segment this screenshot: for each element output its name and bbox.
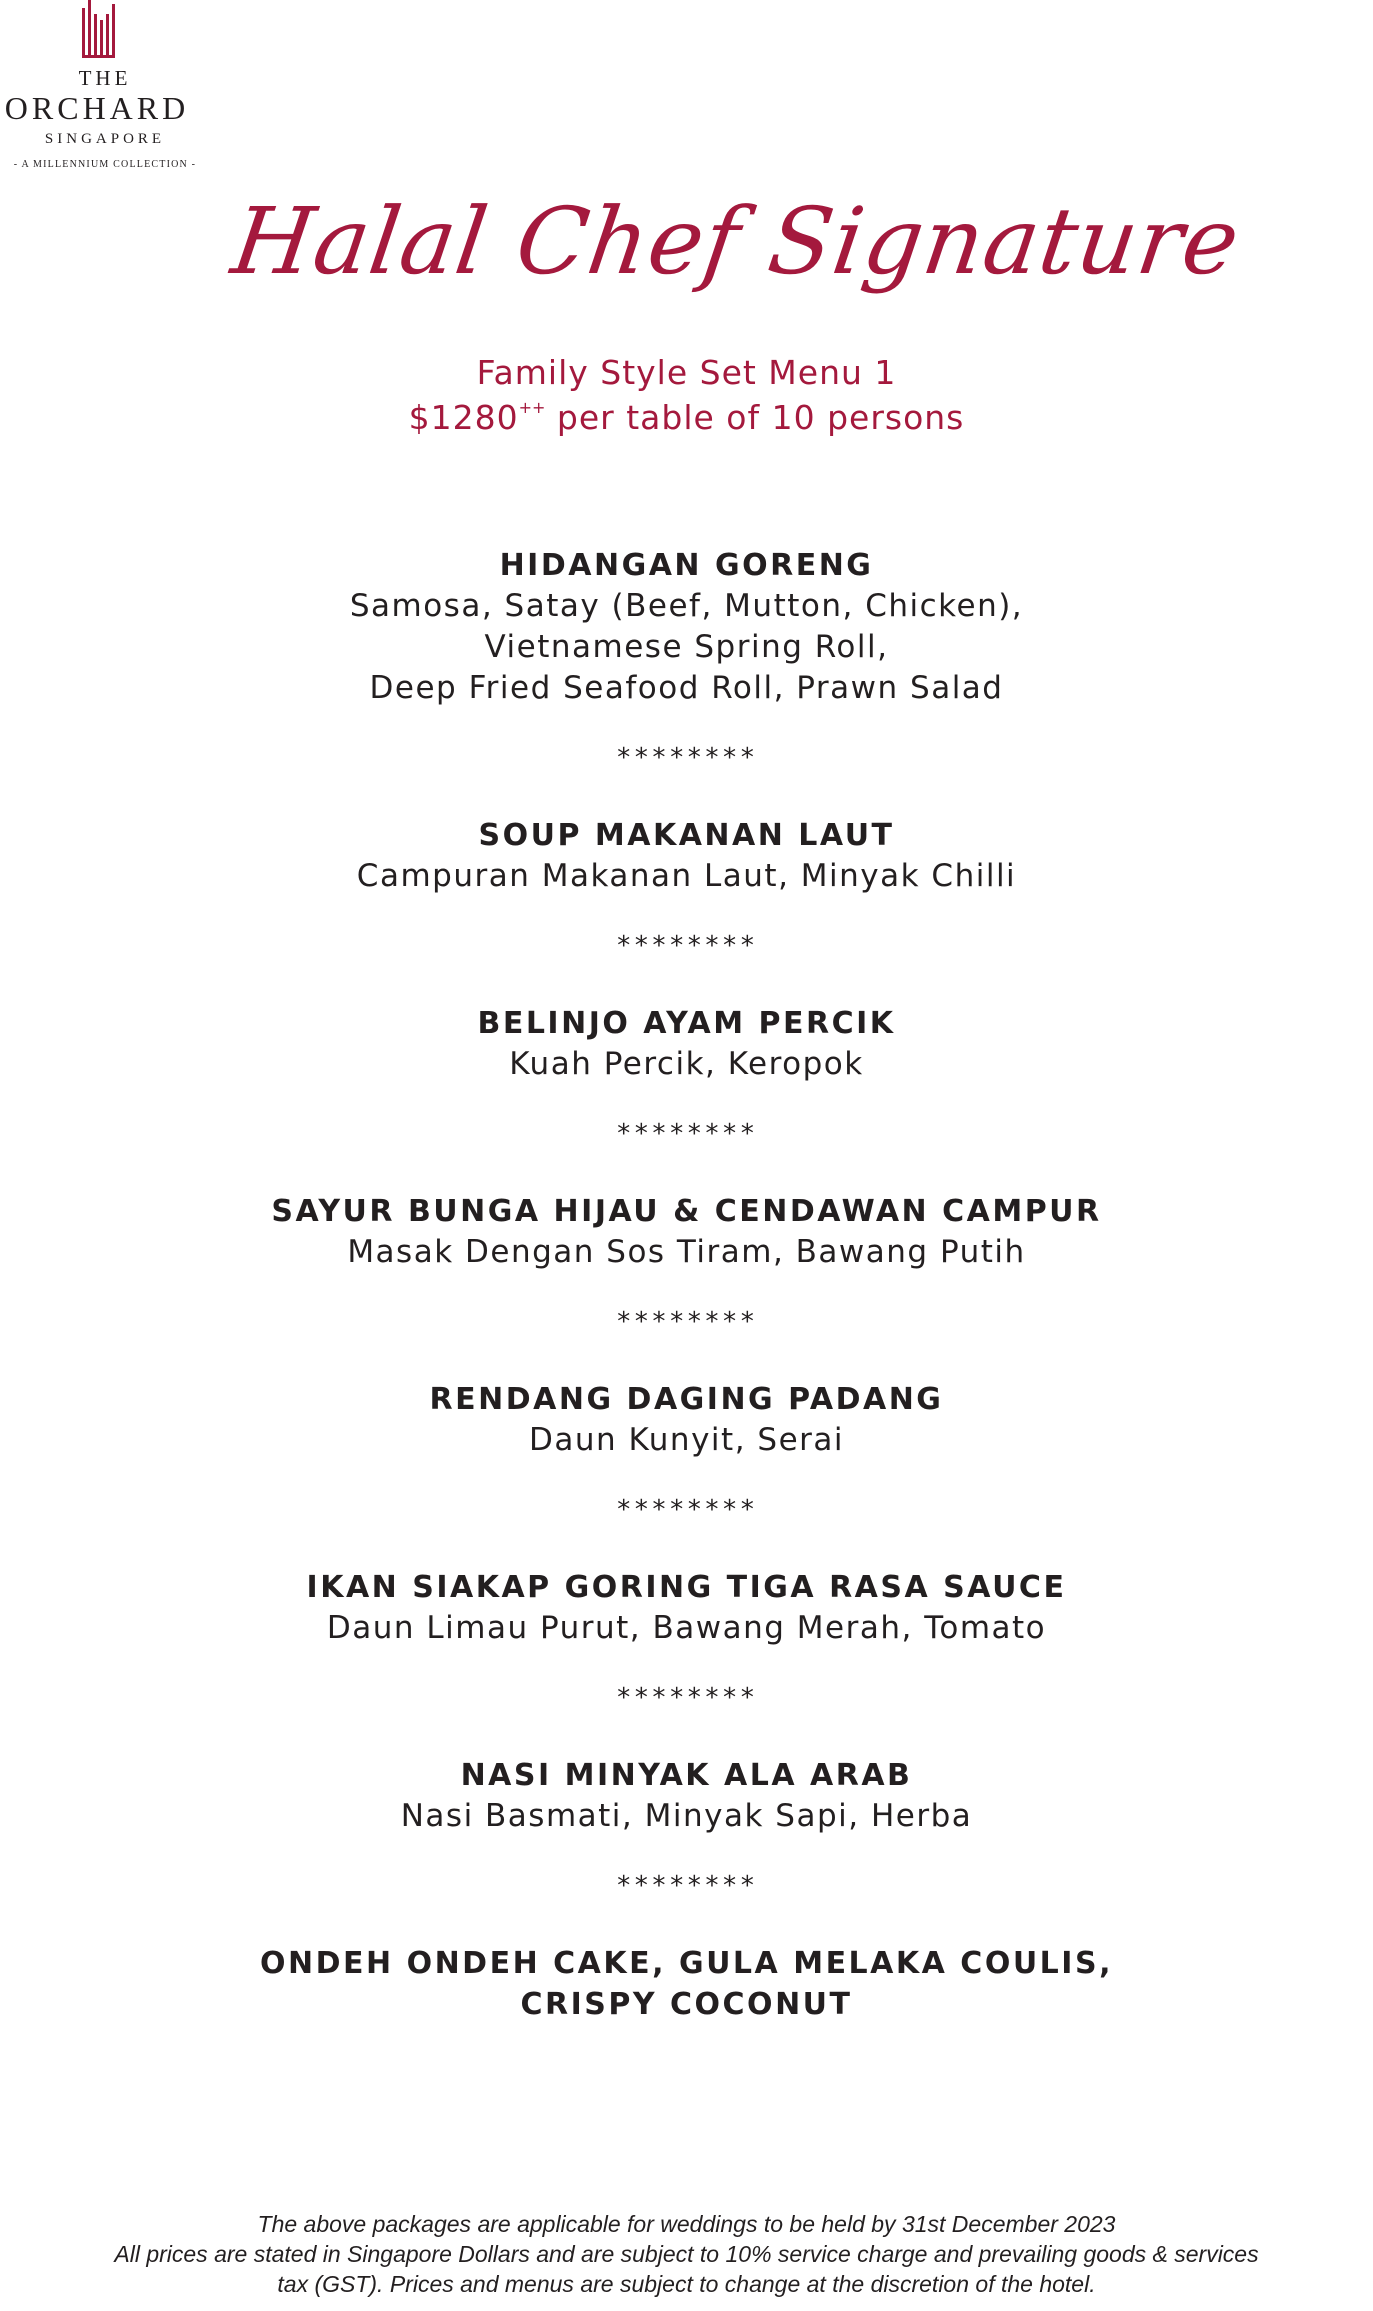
logo-bars-icon — [82, 0, 122, 58]
course-desc: Daun Kunyit, Serai — [528, 1422, 845, 1458]
course-desc: Deep Fried Seafood Roll, Prawn Salad — [369, 670, 1004, 706]
script-title — [225, 185, 1247, 325]
course-name: NASI MINYAK ALA ARAB — [460, 1758, 913, 1793]
divider: ******** — [615, 743, 758, 773]
course-5 — [0, 1379, 1373, 1461]
course-2 — [0, 815, 1373, 897]
course-name: HIDANGAN GORENG — [499, 548, 874, 583]
price-line — [0, 398, 1373, 437]
course-name: BELINJO AYAM PERCIK — [477, 1006, 896, 1041]
price-amount: $1280 — [408, 398, 519, 437]
footer-line-2: All prices are stated in Singapore Dollars and are subject to 10% service charge and prevailing goods & services — [114, 2241, 1259, 2267]
course-desc: Vietnamese Spring Roll, — [484, 629, 889, 665]
course-name-line-2: CRISPY COCONUT — [520, 1987, 853, 2022]
course-desc: Daun Limau Purut, Bawang Merah, Tomato — [326, 1610, 1047, 1646]
course-desc: Nasi Basmati, Minyak Sapi, Herba — [400, 1798, 973, 1834]
course-name: SOUP MAKANAN LAUT — [478, 818, 895, 853]
footer-line-1: The above packages are applicable for weddings to be held by 31st December 2023 — [257, 2211, 1116, 2237]
logo-the: THE — [78, 66, 132, 90]
course-8 — [0, 1943, 1373, 2025]
footer-notes — [0, 2209, 1373, 2299]
menu-list — [0, 545, 1373, 2025]
divider: ******** — [615, 931, 758, 961]
price-per: per table of 10 persons — [545, 398, 965, 437]
course-3 — [0, 1003, 1373, 1085]
divider: ******** — [615, 1119, 758, 1149]
logo-singapore: SINGAPORE — [44, 131, 166, 147]
course-name: ONDEH ONDEH CAKE, GULA MELAKA COULIS, — [260, 1946, 1113, 1981]
course-desc: Kuah Percik, Keropok — [509, 1046, 864, 1082]
course-name: IKAN SIAKAP GORING TIGA RASA SAUCE — [306, 1570, 1067, 1605]
course-1 — [0, 545, 1373, 709]
logo-collection: - A MILLENNIUM COLLECTION - — [13, 159, 197, 170]
price-suffix: ++ — [518, 398, 546, 417]
course-desc: Masak Dengan Sos Tiram, Bawang Putih — [347, 1234, 1026, 1270]
course-name: SAYUR BUNGA HIJAU & CENDAWAN CAMPUR — [271, 1194, 1102, 1229]
footer-line-3: tax (GST). Prices and menus are subject to change at the discretion of the hotel. — [277, 2271, 1096, 2297]
logo-orchard: ORCHARD — [4, 90, 190, 126]
divider: ******** — [615, 1871, 758, 1901]
set-menu-title: Family Style Set Menu 1 — [476, 353, 897, 392]
divider: ******** — [615, 1495, 758, 1525]
course-desc: Samosa, Satay (Beef, Mutton, Chicken), — [349, 588, 1024, 624]
divider: ******** — [615, 1683, 758, 1713]
divider: ******** — [615, 1307, 758, 1337]
course-6 — [0, 1567, 1373, 1649]
hotel-logo — [0, 0, 210, 180]
course-desc: Campuran Makanan Laut, Minyak Chilli — [356, 858, 1017, 894]
course-7 — [0, 1755, 1373, 1837]
script-title-text: Halal Chef Signature — [225, 187, 1247, 295]
course-name: RENDANG DAGING PADANG — [429, 1382, 944, 1417]
course-4 — [0, 1191, 1373, 1273]
